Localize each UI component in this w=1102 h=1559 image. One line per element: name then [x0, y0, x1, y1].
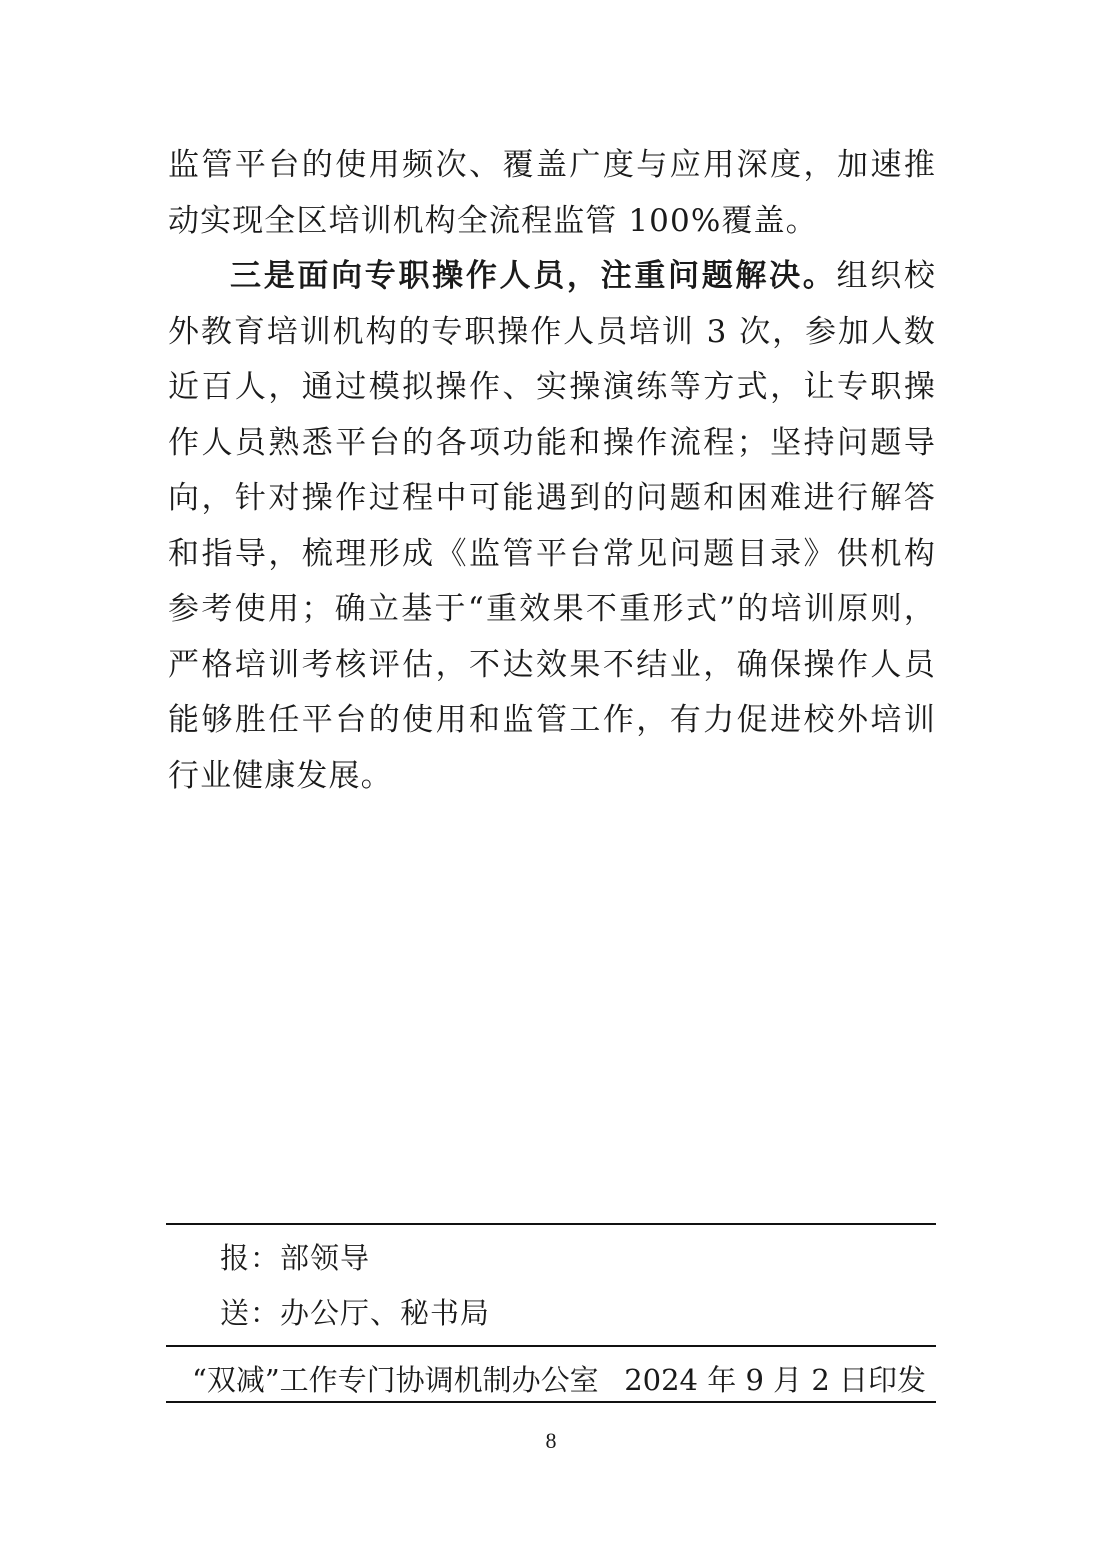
report-to-line: 报：部领导 [220, 1241, 371, 1275]
page-number: 8 [545, 1428, 557, 1453]
document-body [168, 138, 936, 804]
footer-bottom-rule [166, 1401, 936, 1403]
issuer-name: “双减”工作专门协调机制办公室 [192, 1363, 599, 1397]
paragraph-2-body: 组织校外教育培训机构的专职操作人员培训 3 次，参加人数近百人，通过模拟操作、实操演练等方式，让专职操作人员熟悉平台的各项功能和操作流程；坚持问题导向，针对操作过程中可能遇到的问题和困难进行解答和指导，梳理形成《监管平台常见问题目录》供机构参考使用；确立基于“重效果不重形式”的培训原则，严格培训考核评估，不达效果不结业，确保操作人员能够胜任平台的使用和监管工作，有力促进校外培训行业健康发展。 [168, 258, 936, 794]
send-to-line: 送：办公厅、秘书局 [220, 1296, 491, 1330]
footer-middle-rule [166, 1345, 936, 1347]
issue-date: 2024 年 9 月 2 日印发 [624, 1363, 926, 1397]
footer-top-rule [166, 1223, 936, 1225]
paragraph-2-lead: 三是面向专职操作人员，注重问题解决。 [230, 258, 837, 294]
paragraph-1: 监管平台的使用频次、覆盖广度与应用深度，加速推动实现全区培训机构全流程监管 100%覆盖。 [168, 147, 936, 239]
paragraph-2 [168, 249, 936, 804]
